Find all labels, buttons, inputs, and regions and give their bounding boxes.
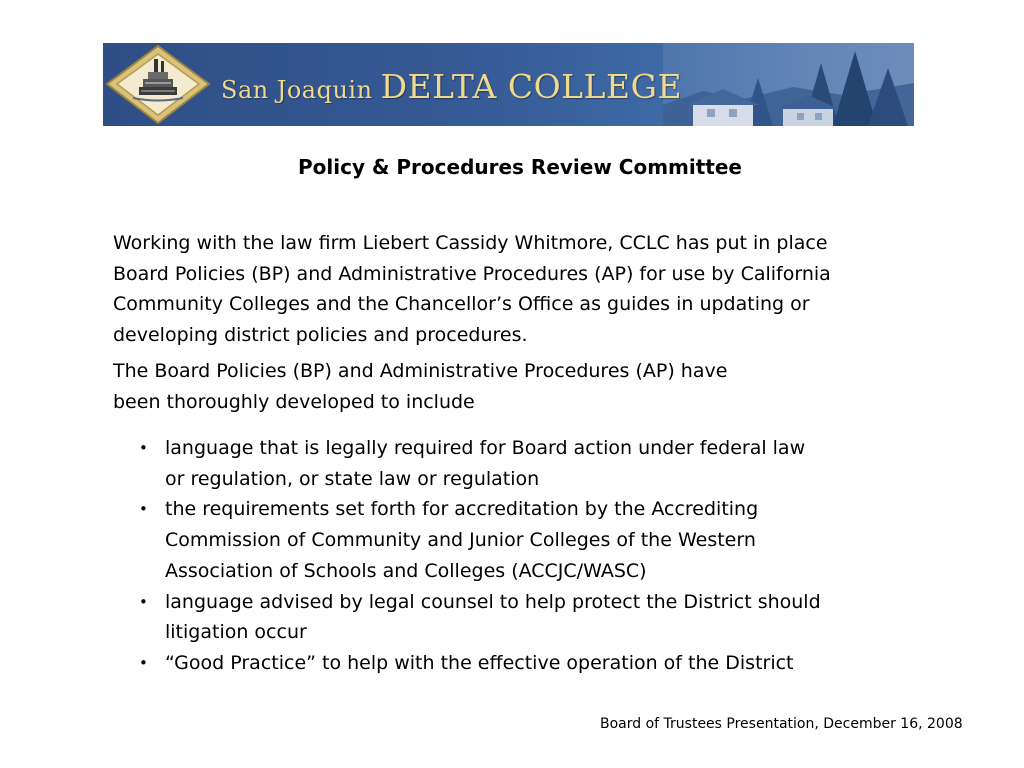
bullet-line: language that is legally required for Board action under federal law xyxy=(165,437,806,459)
bullet-line: Association of Schools and Colleges (ACCJC/WASC) xyxy=(165,559,647,582)
intro-line: Working with the law firm Liebert Cassidy Whitmore, CCLC has put in place xyxy=(113,232,828,254)
intro-paragraph xyxy=(113,228,831,350)
bullet-line: litigation occur xyxy=(165,621,307,644)
footer-presentation-date: Board of Trustees Presentation, December 16, 2008 xyxy=(600,716,963,732)
slide-title: Policy & Procedures Review Committee xyxy=(298,155,742,179)
second-paragraph-line: been thoroughly developed to include xyxy=(113,390,475,413)
bullet-dot-icon: • xyxy=(139,653,148,672)
college-emblem-icon xyxy=(103,43,213,126)
bullet-line: or regulation, or state law or regulation xyxy=(165,467,540,490)
college-name-san: San xyxy=(221,76,269,104)
bullet-item xyxy=(139,587,821,648)
intro-line: Community Colleges and the Chancellor’s Office as guides in updating or xyxy=(113,293,810,315)
college-name-delta-college: DELTA COLLEGE xyxy=(380,67,683,106)
second-paragraph-line: The Board Policies (BP) and Administrative Procedures (AP) have xyxy=(113,360,728,382)
bullet-line: “Good Practice” to help with the effective operation of the District xyxy=(165,651,794,674)
college-name-joaquin: Joaquin xyxy=(276,76,373,104)
bullet-dot-icon: • xyxy=(139,500,148,519)
second-paragraph xyxy=(113,356,727,417)
bullet-line: Commission of Community and Junior Colleges of the Western xyxy=(165,529,756,552)
bullet-item xyxy=(139,494,821,586)
college-name xyxy=(221,67,682,110)
bullet-dot-icon: • xyxy=(139,592,148,611)
bullet-item xyxy=(139,648,821,679)
bullet-item xyxy=(139,433,821,494)
intro-line: developing district policies and procedures. xyxy=(113,323,528,346)
bullet-list xyxy=(139,433,821,679)
bullet-line: the requirements set forth for accreditation by the Accrediting xyxy=(165,498,759,521)
bullet-line: language advised by legal counsel to help protect the District should xyxy=(165,590,821,613)
intro-line: Board Policies (BP) and Administrative Procedures (AP) for use by California xyxy=(113,262,831,285)
college-banner xyxy=(103,43,914,126)
bullet-dot-icon: • xyxy=(139,439,148,457)
